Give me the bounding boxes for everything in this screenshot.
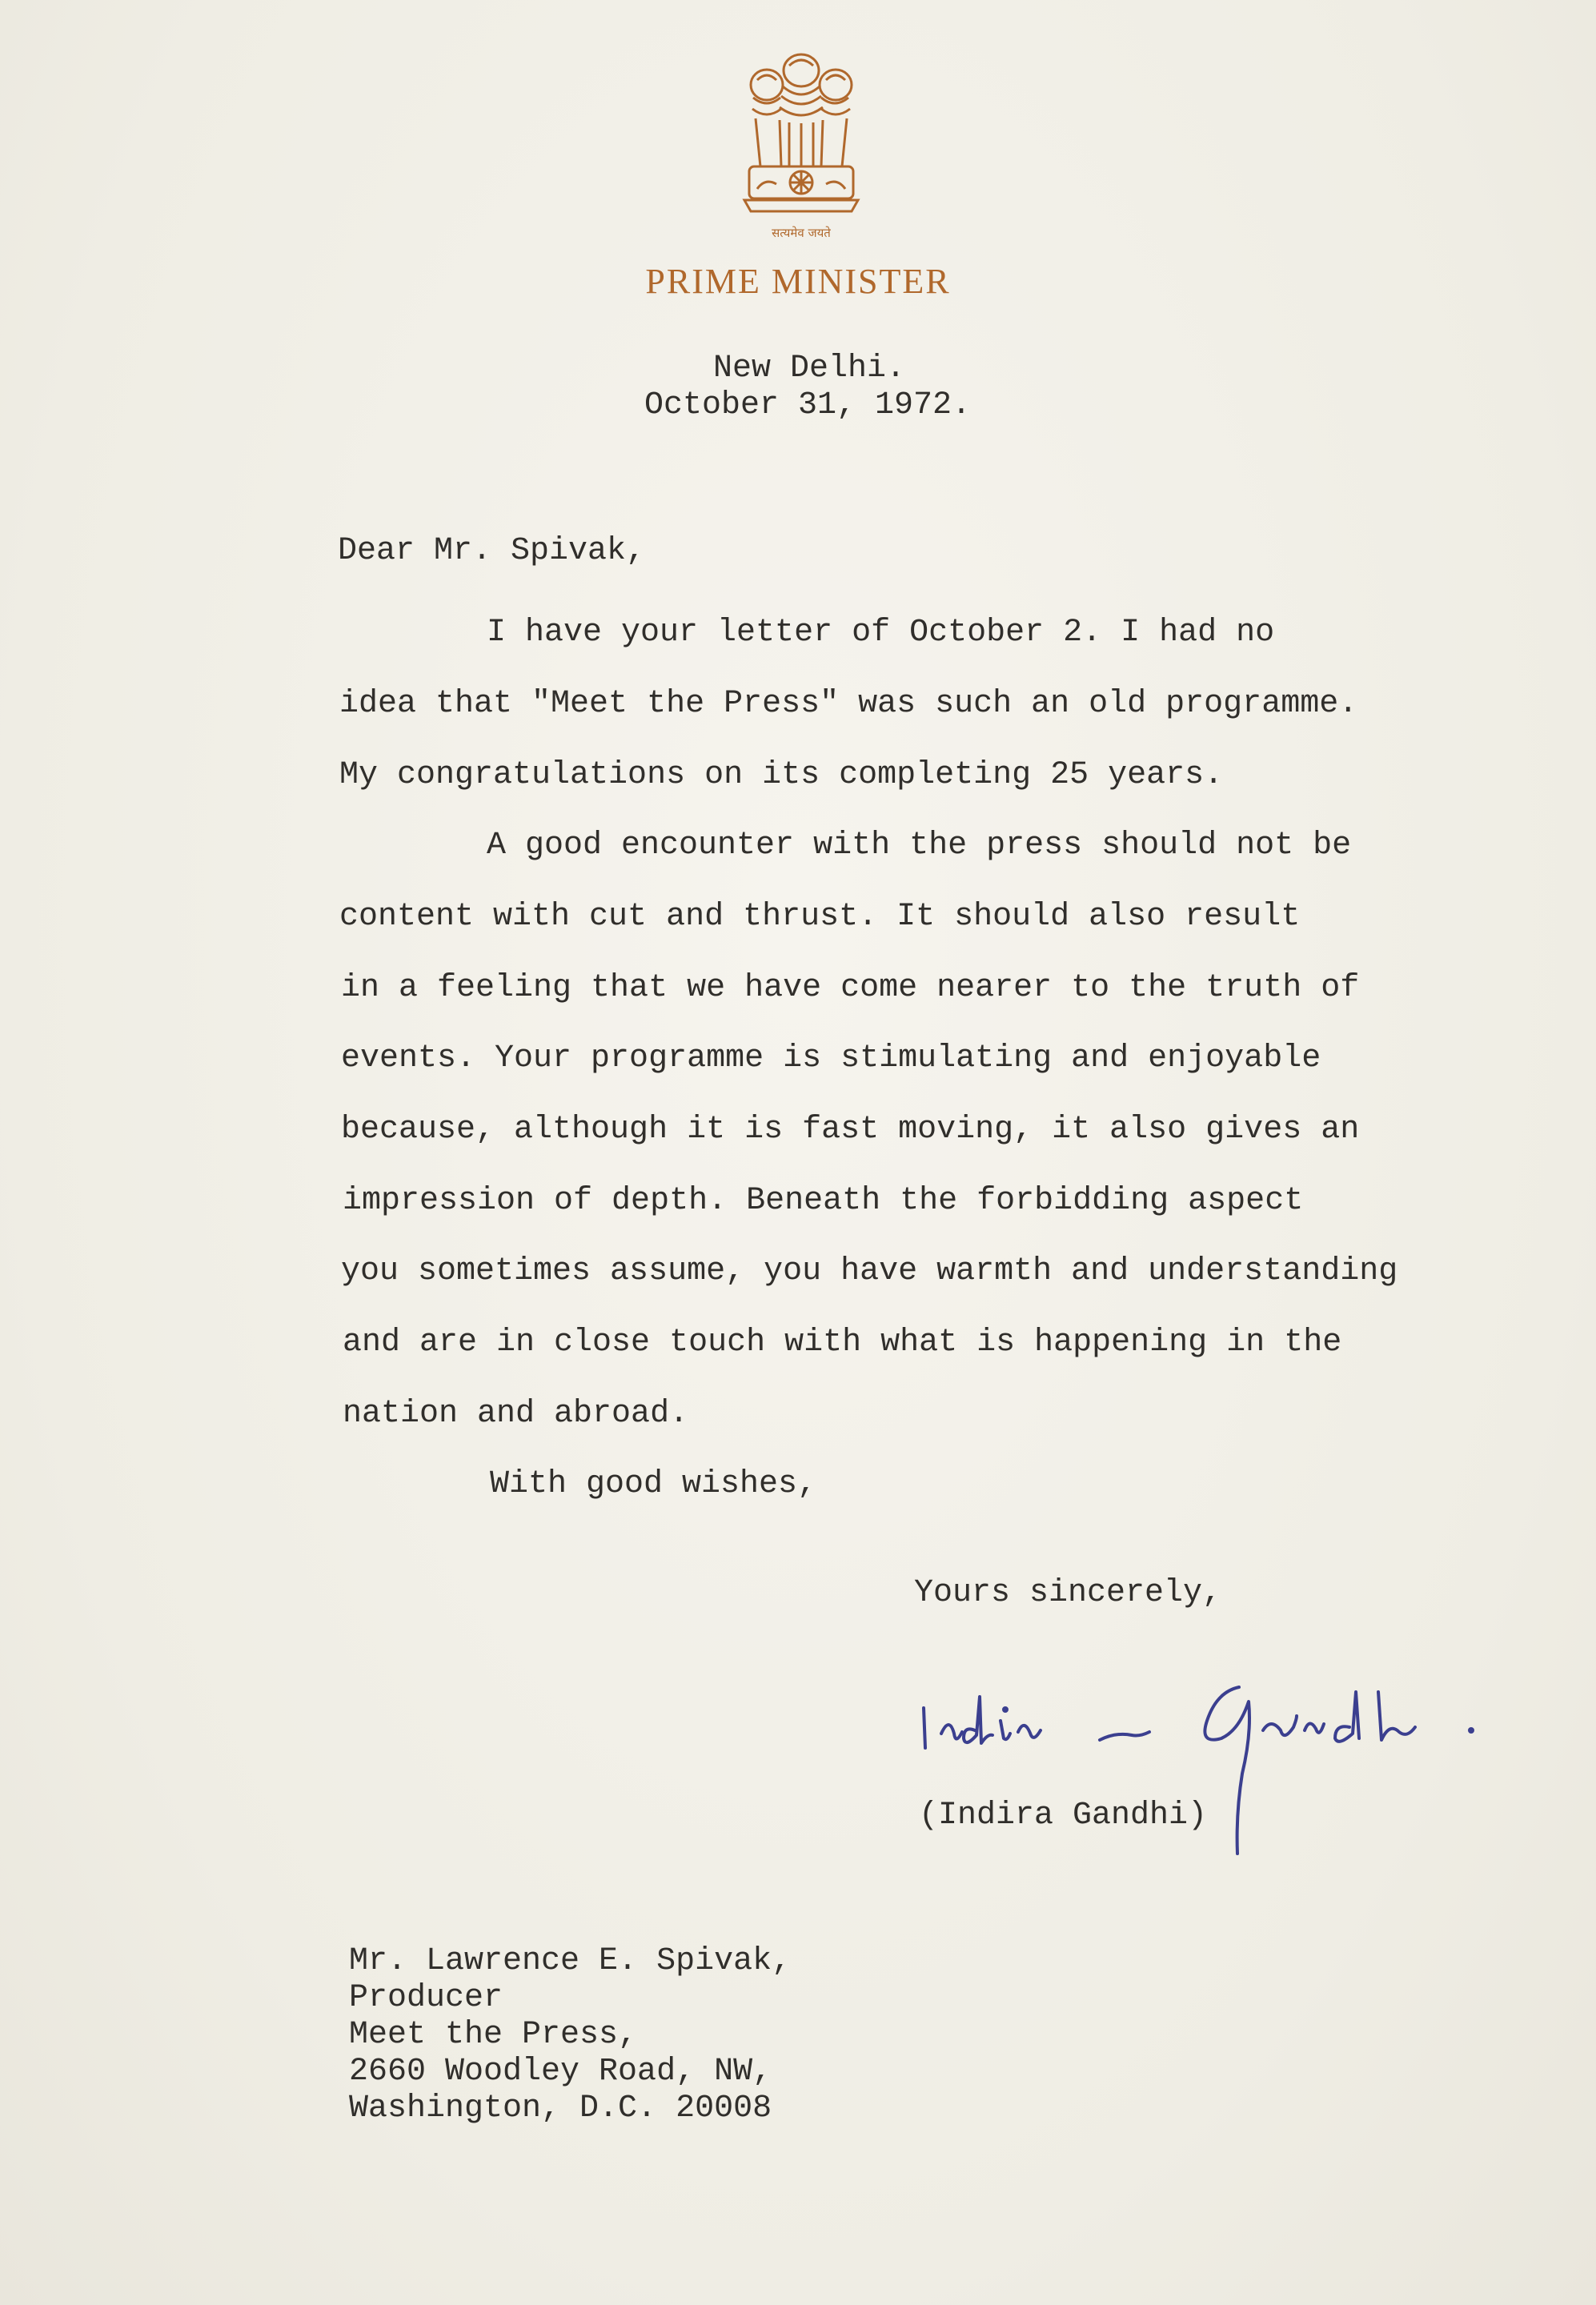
address-line: Washington, D.C. 20008 <box>349 2091 772 2127</box>
body-line: you sometimes assume, you have warmth and understanding <box>341 1253 1398 1289</box>
salutation: Dear Mr. Spivak, <box>338 533 646 569</box>
body-line: and are in close touch with what is happening in the <box>343 1325 1342 1361</box>
address-line: Meet the Press, <box>349 2017 638 2053</box>
address-line: Producer <box>349 1980 503 2016</box>
letterhead-title: PRIME MINISTER <box>645 262 951 301</box>
body-line: My congratulations on its completing 25 years. <box>339 757 1224 793</box>
address-line: Mr. Lawrence E. Spivak, <box>349 1943 792 1979</box>
body-line: in a feeling that we have come nearer to the truth of <box>341 970 1360 1006</box>
dateline-place: New Delhi. <box>712 351 906 387</box>
dateline-date: October 31, 1972. <box>644 387 972 423</box>
address-line: 2660 Woodley Road, NW, <box>349 2054 772 2090</box>
closing: Yours sincerely, <box>914 1575 1222 1611</box>
body-line: idea that "Meet the Press" was such an old programme. <box>339 686 1358 722</box>
body-line: impression of depth. Beneath the forbidding aspect <box>343 1183 1304 1219</box>
signature <box>911 1674 1519 1874</box>
body-line: nation and abroad. <box>343 1396 689 1432</box>
emblem-motto: सत्यमेव जयते <box>772 226 831 240</box>
national-emblem-icon <box>733 46 869 247</box>
body-line: A good encounter with the press should not be <box>487 828 1352 864</box>
signatory-name: (Indira Gandhi) <box>919 1798 1208 1834</box>
body-line: content with cut and thrust. It should also result <box>339 899 1301 935</box>
body-line: I have your letter of October 2. I had no <box>487 615 1275 651</box>
body-line: because, although it is fast moving, it also gives an <box>341 1112 1360 1148</box>
good-wishes: With good wishes, <box>490 1466 817 1502</box>
body-line: events. Your programme is stimulating and enjoyable <box>341 1040 1321 1076</box>
